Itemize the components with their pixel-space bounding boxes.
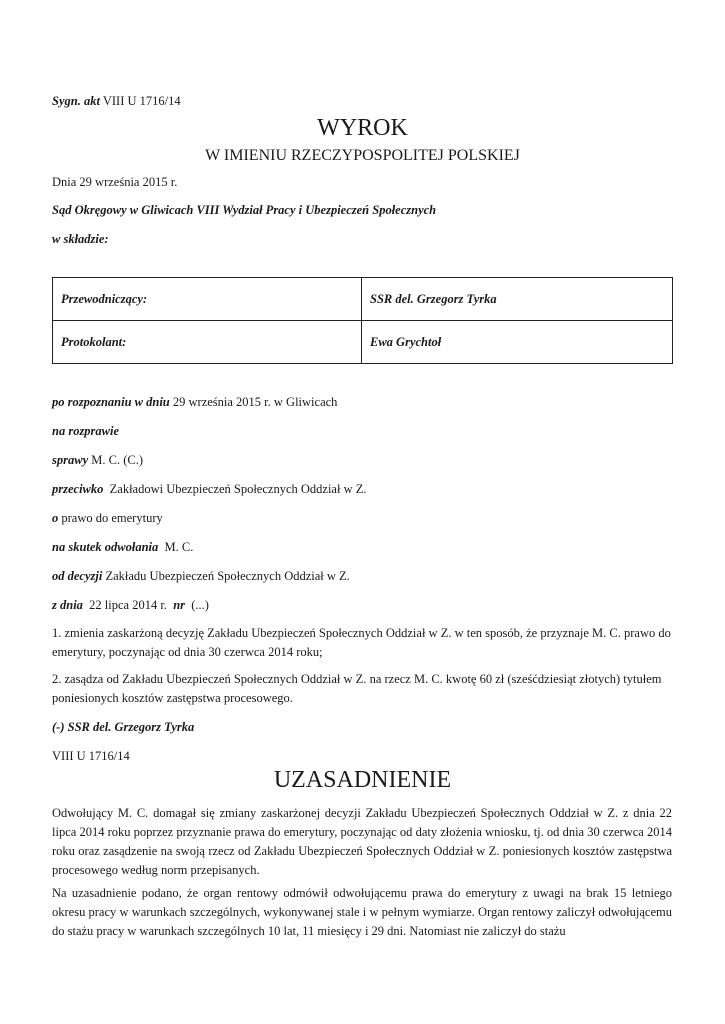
decision-number-label: nr xyxy=(173,598,186,612)
justification-paragraph-1: Odwołujący M. C. domagał się zmiany zaskarżonej decyzji Zakładu Ubezpieczeń Społecznych Oddział w Z. z dnia 22 lipca 2014 roku poprzez przyznanie prawa do emerytury, poczynając od daty złożenia wniosku, tj. od dnia 30 czerwca 2014 roku oraz zasądzenie na swoją rzecz od Zakładu Ubezpieczeń Społecznych Oddział w Z. poniesionych kosztów zastępstwa procesowego według norm przepisanych. xyxy=(52,806,672,877)
ruling-point-2: 2. zasądza od Zakładu Ubezpieczeń Społecznych Oddział w Z. na rzecz M. C. kwotę 60 zł (sześćdziesiąt złotych) tytułem poniesionych kosztów zastępstwa procesowego. xyxy=(52,672,662,705)
judgment-date: Dnia 29 września 2015 r. xyxy=(52,175,178,189)
table-row xyxy=(53,321,673,364)
decision-date-value: 22 lipca 2014 r. xyxy=(82,598,174,612)
name-cell: SSR del. Grzegorz Tyrka xyxy=(362,278,673,321)
subject-line xyxy=(52,510,163,526)
role-cell: Przewodniczący: xyxy=(53,278,362,321)
appeal-label: na skutek odwołania xyxy=(52,540,159,554)
table-row xyxy=(53,278,673,321)
hearing-line xyxy=(52,394,337,410)
name-cell: Ewa Grychtoł xyxy=(362,321,673,364)
role-cell: Protokolant: xyxy=(53,321,362,364)
sprawy-value: M. C. (C.) xyxy=(88,453,143,467)
decision-label: od decyzji xyxy=(52,569,103,583)
przeciwko-value: Zakładowi Ubezpieczeń Społecznych Oddział w Z. xyxy=(103,482,367,496)
justification-title: UZASADNIENIE xyxy=(273,767,452,793)
subject-label: o xyxy=(52,511,59,525)
hearing-value: 29 września 2015 r. w Gliwicach xyxy=(169,395,338,409)
document-title: WYROK xyxy=(317,115,408,141)
przeciwko-label: przeciwko xyxy=(52,482,104,496)
ruling-point-1: 1. zmienia zaskarżoną decyzję Zakładu Ubezpieczeń Społecznych Oddział w Z. w ten sposób, że przyznaje M. C. prawo do emerytury, poczynając od dnia 30 czerwca 2014 roku; xyxy=(52,626,671,659)
appeal-value: M. C. xyxy=(158,540,194,554)
decision-date-line xyxy=(52,597,209,613)
sprawy-line xyxy=(52,452,143,468)
sprawy-label: sprawy xyxy=(52,453,89,467)
case-signature xyxy=(52,93,181,109)
decision-date-label: z dnia xyxy=(52,598,83,612)
case-signature-label: Sygn. akt xyxy=(52,94,100,108)
subject-value: prawo do emerytury xyxy=(58,511,163,525)
hearing-label: po rozpoznaniu w dniu xyxy=(52,395,170,409)
case-signature-value: VIII U 1716/14 xyxy=(102,94,181,108)
appeal-line xyxy=(52,539,193,555)
document-subtitle: W IMIENIU RZECZYPOSPOLITEJ POLSKIEJ xyxy=(205,147,520,164)
decision-value: Zakładu Ubezpieczeń Społecznych Oddział w Z. xyxy=(102,569,350,583)
composition-table xyxy=(52,277,673,364)
case-number-repeat: VIII U 1716/14 xyxy=(52,749,130,763)
signature: (-) SSR del. Grzegorz Tyrka xyxy=(52,720,195,734)
court-name: Sąd Okręgowy w Gliwicach VIII Wydział Pracy i Ubezpieczeń Społecznych xyxy=(52,203,437,217)
przeciwko-line xyxy=(52,481,366,497)
decision-number-value: (...) xyxy=(185,598,209,612)
na-rozprawie-label: na rozprawie xyxy=(52,424,120,438)
justification-paragraph-2: Na uzasadnienie podano, że organ rentowy odmówił odwołującemu prawa do emerytury z uwagi na brak 15 letniego okresu pracy w warunkach szczególnych, wykonywanej stale i w pełnym wymiarze. Organ rentowy zaliczył odwołującemu do stażu pracy w warunkach szczególnych 10 lat, 11 miesięcy i 29 dni. Natomiast nie zaliczył do stażu xyxy=(52,886,672,938)
composition-label: w składzie: xyxy=(52,232,109,246)
decision-line xyxy=(52,568,350,584)
